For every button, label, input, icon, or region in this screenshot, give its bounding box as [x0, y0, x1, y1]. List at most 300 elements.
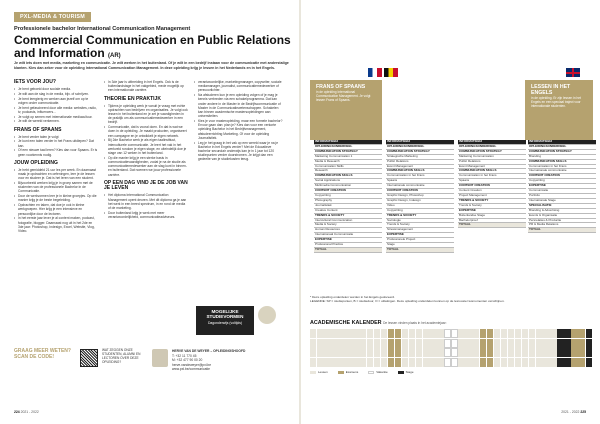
calendar-cell	[430, 339, 436, 348]
calendar-cell	[409, 329, 415, 338]
program-kicker: Professionele bachelor International Communication Management	[14, 26, 191, 32]
calendar-cell	[416, 348, 422, 357]
table-row: CONTENT CREATION	[386, 189, 454, 194]
list-item: • Je bent verder talen je volgt	[14, 135, 98, 139]
list-item: • Bijvoorbeeld werken krijg je in groep samen met de studenten van de professionele Bachelor in de Communicatie.	[14, 181, 98, 194]
calendar-cell	[444, 339, 450, 348]
page-year: 2021 - 2022	[20, 410, 39, 414]
table-row: Professional Practice	[314, 243, 382, 248]
table-row: INFORMATIEBIJ	[386, 140, 454, 145]
table-row: COMMUNICATION STRATEGY	[528, 150, 596, 155]
table-row: COMMUNICATION STRATEGY	[458, 150, 526, 155]
calendar-cell	[550, 329, 556, 338]
calendar-cell	[310, 329, 316, 338]
contact-phone: T: +32 11 770 45	[172, 353, 197, 358]
table-row: Project Management	[458, 194, 526, 199]
calendar-cell	[522, 358, 528, 367]
list-frans-of-spaans	[14, 135, 98, 157]
french-flag-icon	[368, 68, 382, 77]
calendar-cell	[402, 329, 408, 338]
calendar-cell	[451, 348, 457, 357]
calendar-cell	[529, 339, 535, 348]
table-row: Event Management	[386, 165, 454, 170]
list-item: • Het diploma International Communication Management opent deuren. Met dit diploma ga je aan het werk in een breed spectrum, in en rond de media of de marketing.	[104, 193, 188, 210]
qr-code-icon[interactable]	[80, 349, 98, 367]
calendar-cell	[522, 339, 528, 348]
calendar-cell	[345, 329, 351, 338]
table-row: TOTAAL	[314, 248, 382, 253]
contact-mobile: M: +32 477 90 00 20	[172, 358, 203, 363]
calendar-cell	[586, 348, 592, 357]
calendar-cell	[367, 348, 373, 357]
calendar-cell	[458, 329, 464, 338]
calendar-legend-item	[338, 370, 359, 374]
avatar	[152, 349, 168, 367]
calendar-cell	[536, 329, 542, 338]
list-item: • verantwoordelijke, marketingmanager, copywriter, sociale mediamanager, journalist, communicatiemedewerker of persvoorlichter.	[194, 80, 284, 93]
calendar-cell	[338, 348, 344, 357]
table-row: COMMUNICATION STRATEGY	[386, 150, 454, 155]
calendar-cell	[480, 358, 486, 367]
calendar-cell	[310, 339, 316, 348]
table-row: Communicatie	[528, 189, 596, 194]
heading-theorie-en-praktijk: THEORIE EN PRAKTIJK	[104, 95, 161, 102]
qr-caption: WAT ZEGGEN ONZE STUDENTEN, ALUMNI EN LECTOREN OVER DEZE OPLEIDING?	[102, 348, 141, 364]
calendar-cell	[338, 358, 344, 367]
page-number-left	[14, 410, 39, 414]
list-item: • Tijdens je opleiding werk je vanuit je vraag met echte opdrachten van bedrijven en organisaties. Je volgt ook lessen in het buitenland en je zet je vaardigheden in de praktijk om als communicatiemedewerker in een bedrijf.	[104, 104, 188, 125]
calendar-cell	[472, 329, 478, 338]
table-row: SPECIALISATIE	[528, 204, 596, 209]
list-item: • Of een nieuwe taal leren? Kies dan voor Spaans. Er is geen voorkennis nodig.	[14, 148, 98, 156]
calendar-cell	[571, 358, 577, 367]
table-row: COMMUNICATION SKILLS	[314, 174, 382, 179]
calendar-cell	[423, 348, 429, 357]
banner-frans-of-spaans	[310, 80, 382, 140]
calendar-cell	[465, 329, 471, 338]
calendar-cell	[388, 358, 394, 367]
table-row: Internationale communicatie	[386, 184, 454, 189]
table-row: INFORMATIEBIJ	[458, 140, 526, 145]
table-row: Communication in het Frans	[528, 165, 596, 170]
table-row: Copywriting	[386, 209, 454, 214]
table-row: Buitenlandse Stage	[458, 214, 526, 219]
text-column-3	[194, 80, 284, 162]
calendar-cell	[586, 329, 592, 338]
table-row: Multimedia Communication	[314, 184, 382, 189]
table-row: COMMUNICATION STRATEGY	[314, 150, 382, 155]
list-item: • In het eerste jaar lever je al content maken, podcast, fotografie, blogger. Daarnaast nog uit in het 2de en 3de jaar: Photoshop, Indesign, Excel, Website, Vlog, Video.	[14, 216, 98, 233]
table-row: Internationale communicatie	[528, 169, 596, 174]
calendar-cell	[324, 348, 330, 357]
table-row: Stage	[386, 243, 454, 248]
calendar-cell	[564, 329, 570, 338]
calendar-cell	[494, 339, 500, 348]
calendar-cell	[480, 348, 486, 357]
table-row: Graphic Design, Indesign	[386, 199, 454, 204]
page-year: 2021 - 2022	[561, 410, 580, 414]
calendar-cell	[395, 329, 401, 338]
table-row: INFORMATIEBIJ	[528, 140, 596, 145]
calendar-cell	[317, 329, 323, 338]
calendar-cell	[472, 358, 478, 367]
table-row: PR & Media Relations	[528, 223, 596, 228]
calendar-cell	[557, 348, 563, 357]
calendar-legend-item	[310, 370, 328, 374]
table-row: Intercultural Communication	[314, 219, 382, 224]
heading-iets-voor-jou: IETS VOOR JOU?	[14, 79, 56, 85]
calendar-cell	[487, 339, 493, 348]
calendar-cell	[543, 339, 549, 348]
calendar-cell	[367, 358, 373, 367]
calendar-cell	[310, 358, 316, 367]
calendar-cell	[388, 329, 394, 338]
calendar-cell	[331, 348, 337, 357]
list-item: • Communicatie, dat is vooral doen. En dat is wat we doen in de opleiding. Je maakt producten, organiseert een campagne en je ontwikkelt je eigen netwerk.	[104, 125, 188, 138]
list-item: • Leg je het graag in het vak op een wereld waar je na je Bachelor in het Engels verder? Met de Educatieve bachelor secundair onderwijs kan je in 1 jaar tot 120 studiepunten verder doorstromen. Je krijgt dan een gedeelte van je studiekosten terug.	[194, 141, 284, 162]
calendar-cell	[444, 358, 450, 367]
calendar-cell	[458, 358, 464, 367]
calendar-cell	[508, 358, 514, 367]
banner-subtitle: in de opleiding. Er zijn lessen in het Engels en een speciaal traject voor internationale studenten.	[531, 96, 581, 108]
table-row: CONTENT CREATION	[314, 189, 382, 194]
calendar-cell	[352, 358, 358, 367]
table-row: Branding & Advertising	[528, 209, 596, 214]
table-row: Creative Content	[314, 209, 382, 214]
table-row: Internationale Stage	[528, 199, 596, 204]
calendar-cell	[317, 358, 323, 367]
calendar-cell	[543, 348, 549, 357]
calendar-cell	[487, 358, 493, 367]
calendar-cell	[374, 348, 380, 357]
calendar-cell	[437, 358, 443, 367]
table-row: TOTAAL	[458, 223, 526, 228]
list-item: • Je hebt gemiddeld 21 uur les per week. En daarnaast maak je opdrachten en oefeningen, leer je de lessen voor en studeer je. Dat is het leren van een student.	[14, 168, 98, 181]
calendar-cell	[310, 348, 316, 357]
table-row: Trends & Society	[386, 223, 454, 228]
heading-jouw-opleiding: JOUW OPLEIDING	[14, 159, 58, 166]
list-item: • Je kunt een talen verder in het Frans uitdiepen? Dat kan.	[14, 139, 98, 147]
list-item: • Na afstuderen kun je een opleiding volgen of je mag je kennis verbreden via een schakelprogramma. Dat kan onder andere in de Master in de Bedrijfscommunicatie of Master in de Communicatiewetenschappen. Schakelen kan binnen academische mastersopleidingen aan universiteiten.	[194, 93, 284, 118]
calendar-cell	[586, 339, 592, 348]
calendar-cell	[416, 329, 422, 338]
calendar-cell	[472, 348, 478, 357]
calendar-cell	[359, 329, 365, 338]
table-row: Media & Research	[314, 160, 382, 165]
list-item: • Je wilt aan de slag in de media, bijv. of schrijven.	[14, 92, 98, 96]
banner-lessen-in-het-engels	[525, 80, 593, 140]
table-row: COMMUNICATION SKILLS	[386, 169, 454, 174]
list-jouw-opleiding	[14, 168, 98, 233]
table-row: Marketing Communication	[458, 155, 526, 160]
table-row: TOTAAL	[386, 248, 454, 253]
table-row: Event Management	[458, 165, 526, 170]
study-modes-box	[196, 306, 254, 335]
calendar-cell	[564, 358, 570, 367]
calendar-legend-label: Vakantie	[376, 370, 388, 374]
calendar-cell	[381, 339, 387, 348]
list-theorie-en-praktijk	[104, 104, 188, 177]
list-item: • Je bent leergierig en werken aan jezelf om op te volgen onder communicatie.	[14, 97, 98, 105]
calendar-cell	[571, 348, 577, 357]
calendar-cell	[480, 339, 486, 348]
list-item: • Bij 2de Bachelor werk je als eigen taalinstituut, interculturele communicatie. Je leert het vak in het werkveld rondom je eigen stage, en uiteindelijk doe je stage van 12 weken in het buitenland.	[104, 138, 188, 155]
calendar-cell	[458, 339, 464, 348]
heading-job-van-je-leven: OP EEN DAG VIND JE DE JOB VAN JE LEVEN	[104, 179, 188, 192]
calendar-legend	[310, 370, 592, 374]
calendar-cell	[324, 329, 330, 338]
calendar-cell	[444, 329, 450, 338]
calendar-legend-label: Examens	[345, 370, 359, 374]
list-item: • Door buitenland krijg je werk met meer verantwoordelijkheid, communicatieadviseurs.	[104, 211, 188, 219]
table-row: Public Relations	[458, 160, 526, 165]
calendar-cell	[359, 348, 365, 357]
table-row: Spaans	[386, 179, 454, 184]
calendar-cell	[416, 339, 422, 348]
calendar-cell	[409, 358, 415, 367]
table-row: Bachelorproef	[458, 219, 526, 224]
table-row: Professionele Project	[386, 238, 454, 243]
calendar-cell	[487, 348, 493, 357]
table-row: Copywriting	[314, 194, 382, 199]
page-number: 225	[580, 410, 586, 414]
calendar-cell	[543, 358, 549, 367]
table-row: TRENDS & SOCIETY	[314, 214, 382, 219]
calendar-cell	[557, 339, 563, 348]
program-intro: Je wilt iets doen met media, marketing en communicatie. Je wilt werken in het buitenland. Of je wilt in een bedrijf instaan voor de communicatie met anderstalige klanten. Kies dan zeker voor de opleiding International Communication Management. In deze opleiding krijg je lessen in het Nederlands en in het Engels.	[14, 61, 289, 70]
calendar-cell	[381, 348, 387, 357]
calendar-cell	[395, 348, 401, 357]
calendar-cell	[352, 348, 358, 357]
calendar-cell	[529, 348, 535, 357]
calendar-cell	[578, 339, 584, 348]
calendar-cell	[331, 339, 337, 348]
contact-web[interactable]: www.pxl.be/communicatie	[172, 367, 210, 372]
calendar-cell	[501, 329, 507, 338]
calendar-heading	[310, 320, 447, 326]
table-row: OPLEIDINGSONDERDEEL	[386, 145, 454, 150]
calendar-cell	[515, 329, 521, 338]
calendar-cell	[515, 348, 521, 357]
table-row: EXPERTISE	[528, 184, 596, 189]
table-row: Social Applications	[314, 179, 382, 184]
curriculum-legend	[310, 295, 592, 303]
table-row: EXPERTISE	[314, 238, 382, 243]
calendar-cell	[543, 329, 549, 338]
calendar-cell	[367, 329, 373, 338]
calendar-cell	[487, 329, 493, 338]
calendar-cell	[416, 358, 422, 367]
calendar-cell	[494, 348, 500, 357]
text-column-2	[104, 80, 188, 220]
calendar-cell	[331, 358, 337, 367]
calendar-cell	[578, 358, 584, 367]
calendar-cell	[480, 329, 486, 338]
calendar-cell	[409, 348, 415, 357]
program-title	[14, 34, 294, 62]
table-row: Strategische Marketing	[386, 155, 454, 160]
calendar-cell	[338, 339, 344, 348]
calendar-cell	[571, 329, 577, 338]
legend-note: * Deze opleiding onderdelen worden in het Engels gedoceerd.	[310, 295, 395, 299]
list-item: • Kies je voor masteropleiding, maar een formele bachelor? Ervoor gaan dan: plan je? Kies dan voor een verkorte opleiding Bachelor in het Bedrijfsmanagement, afstudeerrichting Marketing. Of voor de opleiding Journalistiek.	[194, 119, 284, 140]
contact-block	[172, 349, 292, 372]
list-item: • Op die manier krijg je een sterke basis in communicatievaardigheden, zodat je na de studie als communicatiemedewerker aan de slag kunt in binnen- en buitenland. Dat noemen we jouw professionele carrière.	[104, 156, 188, 177]
calendar-cell	[374, 339, 380, 348]
banner-subtitle: in de opleiding International Communication Management. Je volgt lessen Frans of Spaans.	[316, 90, 371, 102]
calendar-grid	[310, 329, 592, 367]
calendar-cell	[472, 339, 478, 348]
calendar-cell	[345, 348, 351, 357]
calendar-cell	[564, 339, 570, 348]
calendar-cell	[494, 329, 500, 338]
calendar-cell	[557, 329, 563, 338]
calendar-cell	[359, 339, 365, 348]
table-row: OPLEIDINGSONDERDEEL	[314, 145, 382, 150]
list-item: • In 3de jaar is uitbreiding in het Engels. Ook is de buitenlandstage in het vakgebied, mede mogelijk op een internationale carrière.	[104, 80, 188, 93]
table-row: OPLEIDINGSONDERDEEL	[458, 145, 526, 150]
calendar-cell	[367, 339, 373, 348]
table-row: TOTAAL	[528, 228, 596, 233]
curriculum-table-2	[386, 140, 454, 253]
calendar-cell	[324, 358, 330, 367]
calendar-cell	[536, 348, 542, 357]
scan-code-heading: GRAAG MEER WETEN? SCAN DE CODE!	[14, 348, 71, 360]
table-row: Video	[386, 204, 454, 209]
calendar-cell	[501, 358, 507, 367]
calendar-cell	[430, 348, 436, 357]
table-row: Media & Society	[314, 223, 382, 228]
calendar-cell	[578, 348, 584, 357]
calendar-cell	[522, 329, 528, 338]
calendar-subtitle: De lessen vinden plaats in het academiejaar:	[383, 321, 447, 325]
table-row: Communication in het Frans	[386, 174, 454, 179]
calendar-cell	[557, 358, 563, 367]
calendar-cell	[423, 329, 429, 338]
calendar-cell	[465, 348, 471, 357]
curriculum-table-3	[458, 140, 526, 228]
table-row: Portfolio	[528, 194, 596, 199]
calendar-cell	[465, 358, 471, 367]
list-item: • Door de werkvormen leer je in kleine groepjes. Op die manier krijg je de beste begeleiding.	[14, 194, 98, 202]
lightbulb-icon	[258, 306, 276, 324]
table-row: Stressmanagement	[386, 228, 454, 233]
list-iets-voor-jou	[14, 87, 98, 124]
calendar-cell	[508, 329, 514, 338]
calendar-cell	[345, 339, 351, 348]
calendar-cell	[515, 358, 521, 367]
table-row: Communication in het Frans	[458, 174, 526, 179]
table-row: COMMUNICATION SKILLS	[528, 160, 596, 165]
calendar-cell	[359, 358, 365, 367]
table-row: CONTENT CREATION	[458, 184, 526, 189]
table-row: OPLEIDINGSONDERDEEL	[528, 145, 596, 150]
calendar-cell	[402, 358, 408, 367]
calendar-cell	[388, 339, 394, 348]
calendar-cell	[331, 329, 337, 338]
heading-frans-of-spaans: FRANS OF SPAANS	[14, 126, 62, 133]
table-row: INFORMATIEBIJ	[314, 140, 382, 145]
table-row: Graphic Design, Photoshop	[386, 194, 454, 199]
table-row: Human Resources	[314, 228, 382, 233]
calendar-cell	[536, 358, 542, 367]
table-row: EXPERTISE	[458, 209, 526, 214]
calendar-cell	[515, 339, 521, 348]
calendar-cell	[550, 348, 556, 357]
study-modes-title: MOGELIJKE STUDIEVORMEN	[206, 309, 244, 319]
calendar-cell	[550, 339, 556, 348]
list-item: • Je wilt de wereld verkennen.	[14, 119, 98, 123]
list-item: • Je bent gefascineerd door alle media: websites, radio, tv, podcasts, influencers…	[14, 106, 98, 114]
calendar-cell	[388, 348, 394, 357]
calendar-cell	[423, 358, 429, 367]
table-row: Content Creation	[458, 189, 526, 194]
calendar-cell	[430, 329, 436, 338]
table-row: Journalistiek	[314, 204, 382, 209]
contact-email[interactable]: herve.vandeweyer@pxl.be	[172, 362, 212, 367]
calendar-cell	[317, 339, 323, 348]
curriculum-table-4	[528, 140, 596, 233]
table-row: TRENDS & SOCIETY	[386, 214, 454, 219]
calendar-cell	[451, 329, 457, 338]
calendar-cell	[352, 339, 358, 348]
calendar-title: ACADEMISCHE KALENDER	[310, 320, 382, 326]
calendar-cell	[381, 329, 387, 338]
calendar-cell	[508, 339, 514, 348]
calendar-cell	[430, 358, 436, 367]
curriculum-table-1	[314, 140, 382, 253]
calendar-cell	[338, 329, 344, 338]
calendar-cell	[395, 339, 401, 348]
calendar-cell	[324, 339, 330, 348]
table-row: Internationaal Communicatie	[314, 233, 382, 238]
calendar-cell	[444, 348, 450, 357]
calendar-cell	[381, 358, 387, 367]
list-item: • Opdrachten en taken, dat doe je ook in kleine werkgroepen. Hier krijg je een intensieve en persoonlijke door de lectoren.	[14, 203, 98, 216]
page-number-right	[561, 410, 586, 414]
table-row: CONTENT CREATION	[528, 174, 596, 179]
table-row: Public Relations	[386, 160, 454, 165]
text-column-1	[14, 80, 98, 234]
calendar-cell	[564, 348, 570, 357]
calendar-legend-item	[398, 370, 414, 374]
calendar-cell	[345, 358, 351, 367]
calendar-cell	[586, 358, 592, 367]
page-spine	[299, 0, 301, 424]
banner-title: LESSEN IN HET ENGELS	[531, 84, 571, 96]
table-row: Photography	[314, 199, 382, 204]
study-modes-value: Dagonderwijs (voltijds)	[207, 321, 243, 325]
legend-explanation: LEGENDE: SP = studiepunten, B = studieduur, O = uitlatingen. Deze opleiding onderdelen kunnen op de lesrooster lesmomenten verschijnen.	[310, 299, 505, 303]
calendar-cell	[437, 348, 443, 357]
calendar-cell	[317, 348, 323, 357]
calendar-cell	[529, 329, 535, 338]
table-row: Branding	[528, 155, 596, 160]
calendar-cell	[437, 339, 443, 348]
calendar-cell	[465, 339, 471, 348]
table-row: Copywriting	[528, 179, 596, 184]
list-continued	[194, 80, 284, 162]
table-row: Events & Organisatie	[528, 214, 596, 219]
program-title-text: Commercial Communication en Public Relations and Information	[14, 33, 291, 60]
table-row: COMMUNICATION SKILLS	[458, 169, 526, 174]
calendar-cell	[402, 348, 408, 357]
calendar-cell	[529, 358, 535, 367]
table-row: Communication Skills	[314, 165, 382, 170]
table-row: EXPERTISE	[386, 233, 454, 238]
contact-name: HERVE VAN DE WEYER – OPLEIDINGSHOOFD	[172, 349, 246, 353]
list-job-van-je-leven	[104, 193, 188, 219]
